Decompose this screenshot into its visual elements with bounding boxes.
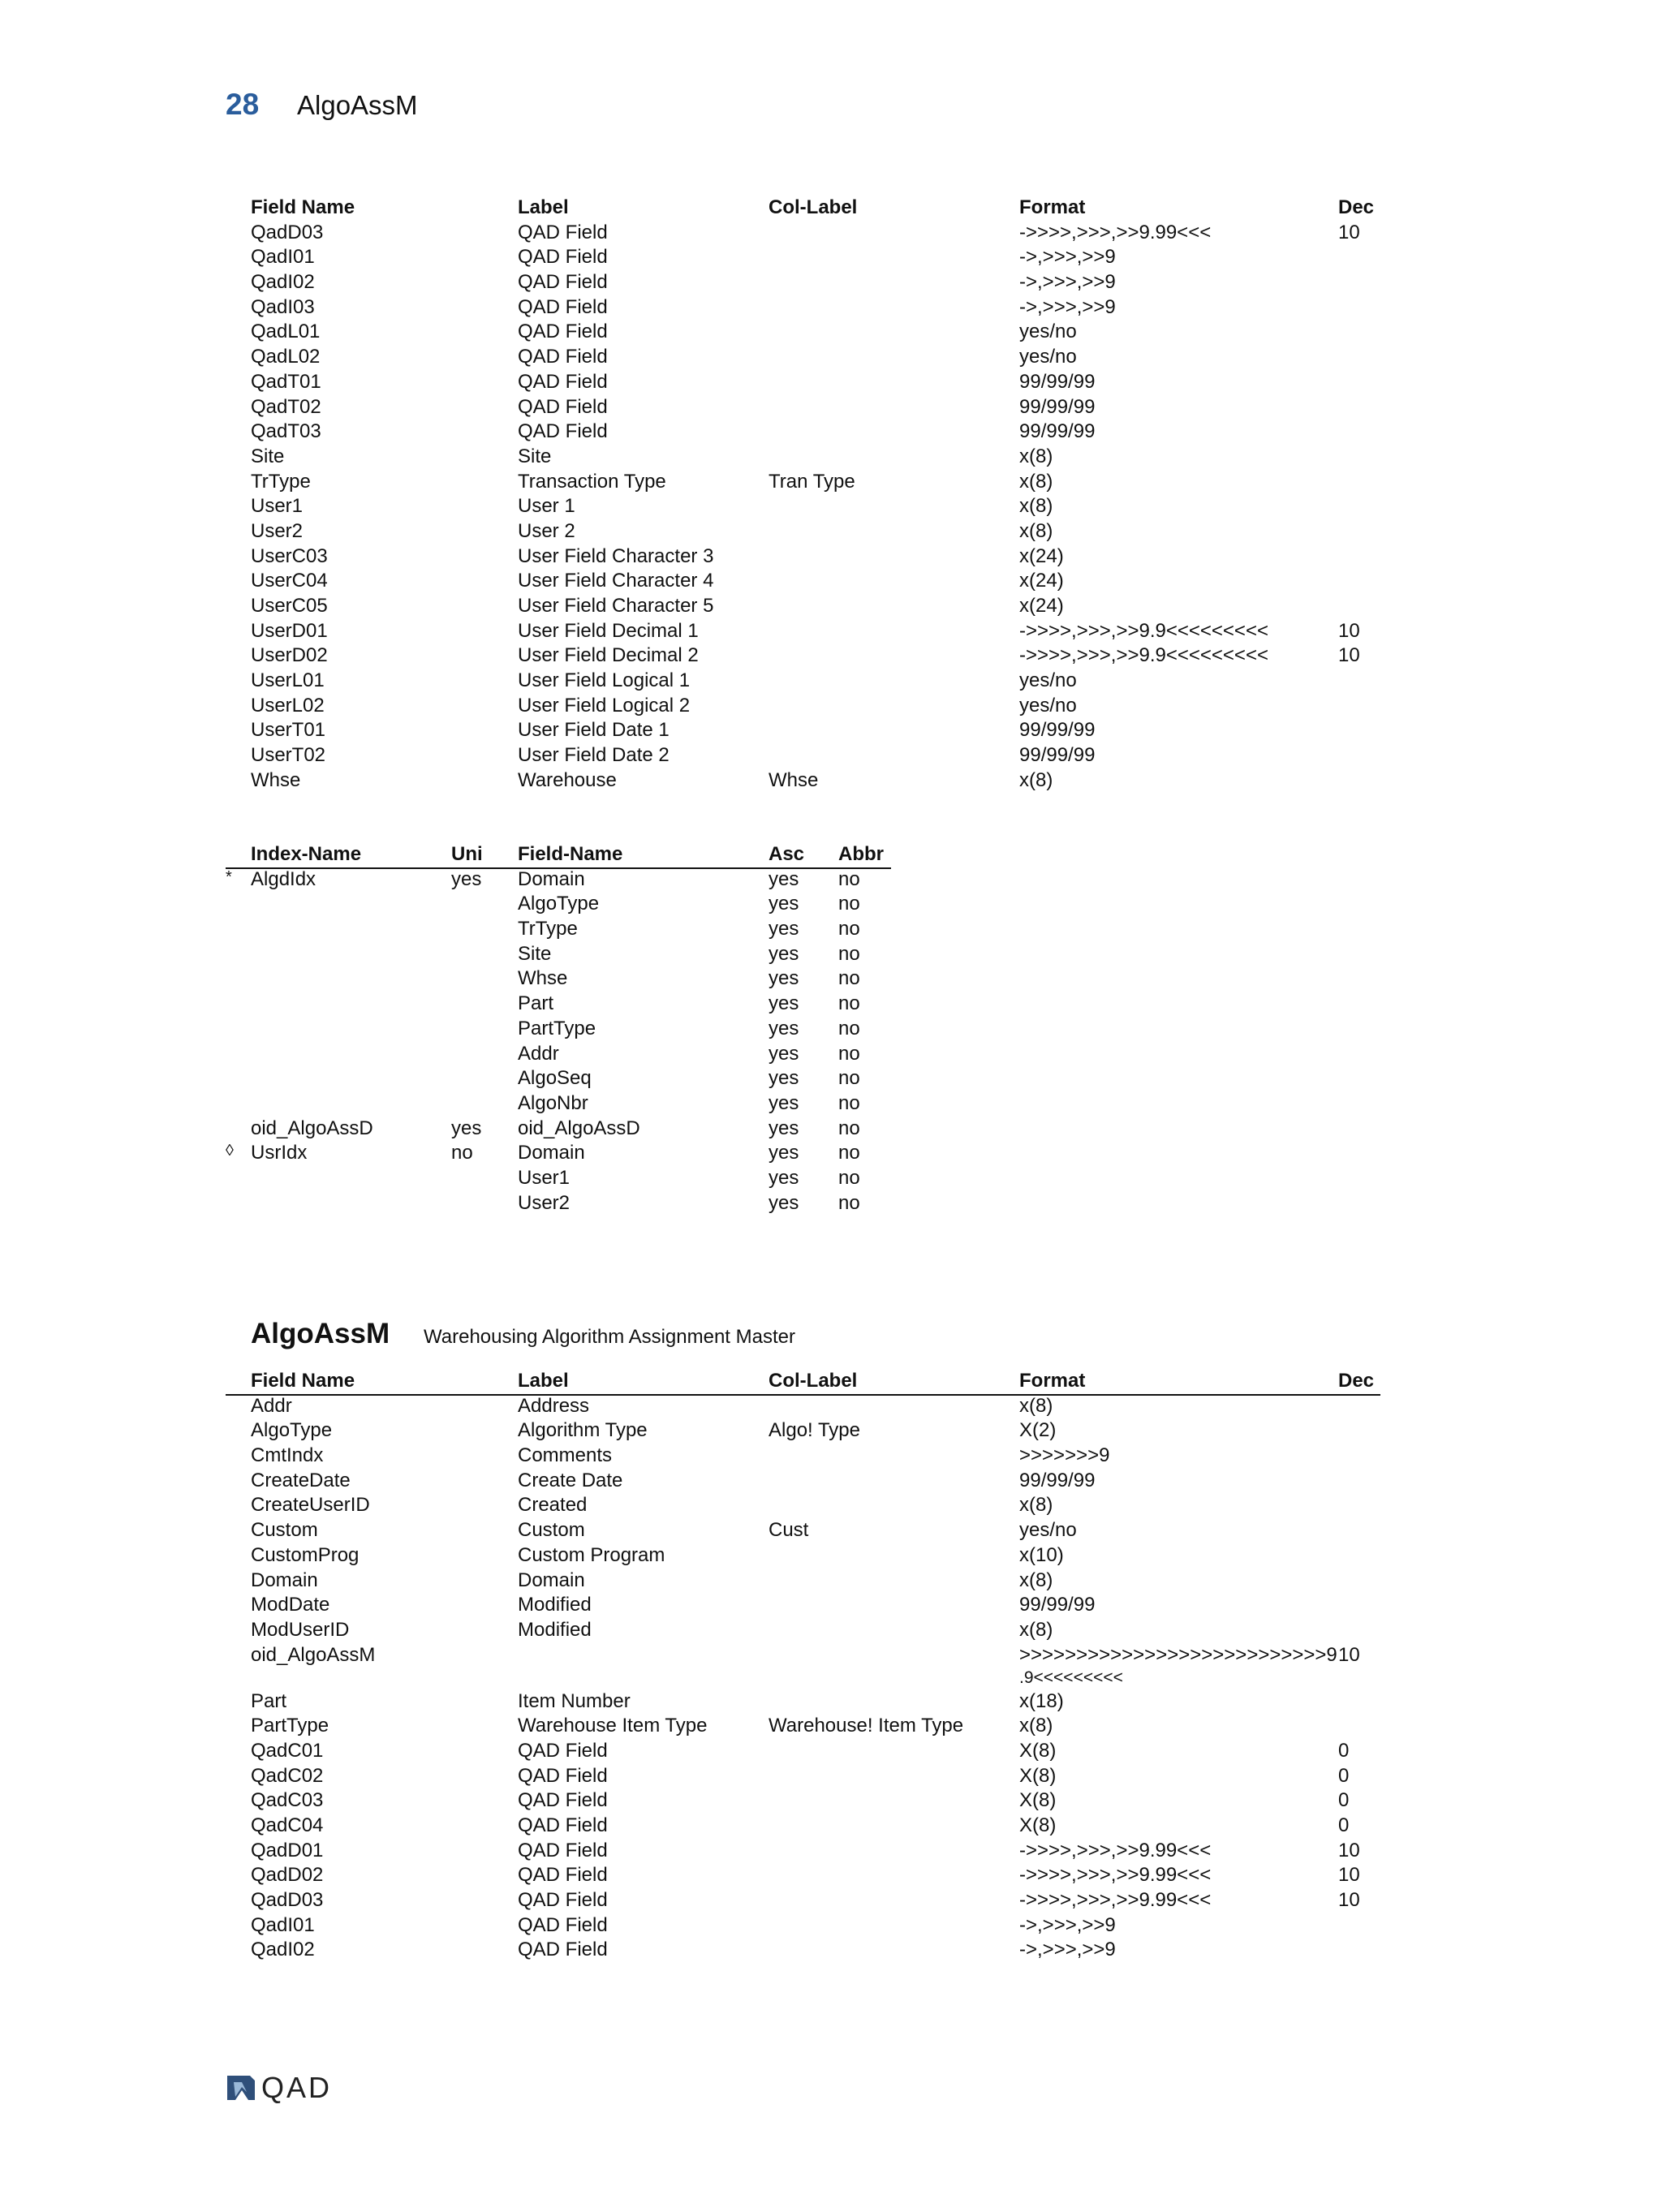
label-cell: Transaction Type: [518, 470, 666, 493]
label-cell: Address: [518, 1394, 590, 1417]
unique-cell: yes: [451, 867, 482, 890]
index-table: [226, 843, 891, 1216]
field-name-cell: UserC04: [251, 570, 328, 592]
format-cell: >>>>>>>9: [1019, 1444, 1110, 1467]
format-cell: X(8): [1019, 1814, 1057, 1836]
unique-cell: no: [451, 1142, 473, 1164]
field-name-cell: User2: [251, 519, 304, 542]
label-cell: User Field Character 4: [518, 570, 714, 592]
field-name-cell: QadL02: [251, 346, 321, 368]
dec-cell: 10: [1338, 1643, 1360, 1666]
format-cell: X(8): [1019, 1789, 1057, 1812]
format-cell: 99/99/99: [1019, 719, 1096, 742]
format-cell: ->,>>>,>>9: [1019, 295, 1116, 318]
format-cell: yes/no: [1019, 1519, 1077, 1542]
label-cell: User Field Logical 1: [518, 669, 691, 692]
index-field-cell: Site: [518, 942, 552, 965]
qad-logo: [226, 2071, 332, 2105]
table-row: [226, 1840, 1380, 1865]
format-cell: x(8): [1019, 495, 1053, 518]
abbr-cell: no: [838, 918, 860, 940]
abbr-cell: no: [838, 893, 860, 915]
unique-cell: yes: [451, 1117, 482, 1139]
abbr-cell: no: [838, 1191, 860, 1214]
table-row: [226, 1939, 1380, 1964]
abbr-cell: no: [838, 1142, 860, 1164]
field-name-cell: UserT02: [251, 744, 326, 767]
index-field-cell: AlgoType: [518, 893, 600, 915]
label-cell: User Field Date 1: [518, 719, 670, 742]
format-cell: 99/99/99: [1019, 1469, 1096, 1491]
label-cell: User Field Date 2: [518, 744, 670, 767]
label-cell: User Field Character 5: [518, 595, 714, 617]
abbr-cell: no: [838, 942, 860, 965]
format-cell: 99/99/99: [1019, 420, 1096, 443]
index-field-cell: AlgoSeq: [518, 1067, 592, 1090]
table-row: [226, 271, 1394, 296]
format-cell: ->>>>,>>>,>>9.99<<<: [1019, 1839, 1212, 1861]
table-row: [226, 445, 1394, 471]
table-body: [226, 222, 1394, 794]
label-cell: QAD Field: [518, 221, 608, 243]
table-row: [226, 371, 1394, 396]
format-cell: ->>>>,>>>,>>9.99<<<: [1019, 1889, 1212, 1912]
table-row: [226, 1914, 1380, 1939]
label-cell: Warehouse: [518, 768, 617, 791]
column-header-label: Label: [518, 1370, 569, 1392]
page-number: 28: [226, 88, 260, 121]
label-cell: QAD Field: [518, 1764, 608, 1787]
table-row: [226, 471, 1394, 496]
field-name-cell: UserD02: [251, 644, 328, 667]
field-name-cell: AlgoType: [251, 1419, 333, 1442]
field-name-cell: CustomProg: [251, 1543, 360, 1566]
format-cell: 99/99/99: [1019, 370, 1096, 393]
format-cell: x(8): [1019, 1394, 1053, 1417]
column-header-asc: Asc: [769, 843, 805, 865]
column-header-format: Format: [1019, 196, 1086, 218]
format-cell: yes/no: [1019, 669, 1077, 692]
column-header-format: Format: [1019, 1370, 1086, 1392]
label-cell: QAD Field: [518, 1939, 608, 1961]
format-cell: yes/no: [1019, 321, 1077, 343]
index-field-cell: Whse: [518, 967, 568, 990]
col-label-cell: Tran Type: [769, 470, 855, 493]
label-cell: QAD Field: [518, 1864, 608, 1887]
format-cell: x(8): [1019, 470, 1053, 493]
label-cell: User Field Logical 2: [518, 694, 691, 717]
table-row: [226, 1544, 1380, 1569]
label-cell: QAD Field: [518, 370, 608, 393]
col-label-cell: Warehouse! Item Type: [769, 1715, 964, 1737]
asc-cell: yes: [769, 1142, 799, 1164]
format-cell: 99/99/99: [1019, 744, 1096, 767]
field-name-cell: QadI01: [251, 1913, 315, 1936]
index-row: [226, 1092, 891, 1117]
label-cell: Create Date: [518, 1469, 623, 1491]
column-header-field-name: Field Name: [251, 196, 355, 218]
dec-cell: 10: [1338, 1889, 1360, 1912]
field-name-cell: Custom: [251, 1519, 318, 1542]
label-cell: QAD Field: [518, 295, 608, 318]
index-field-cell: Domain: [518, 1142, 585, 1164]
field-name-cell: QadT02: [251, 395, 321, 418]
label-cell: QAD Field: [518, 395, 608, 418]
field-name-cell: ModUserID: [251, 1618, 350, 1641]
table-row: [226, 620, 1394, 645]
column-header-field-name: Field Name: [251, 1370, 355, 1392]
index-header-row: [226, 843, 891, 868]
field-name-cell: CmtIndx: [251, 1444, 324, 1467]
asc-cell: yes: [769, 1017, 799, 1039]
asc-cell: yes: [769, 992, 799, 1015]
label-cell: Comments: [518, 1444, 613, 1467]
asc-cell: yes: [769, 1067, 799, 1090]
index-marker: *: [226, 867, 232, 886]
table-row: [226, 1594, 1380, 1619]
label-cell: QAD Field: [518, 246, 608, 269]
column-header-label: Label: [518, 196, 569, 218]
asc-cell: yes: [769, 1117, 799, 1139]
label-cell: Created: [518, 1494, 588, 1517]
format-cell: X(8): [1019, 1739, 1057, 1762]
abbr-cell: no: [838, 1166, 860, 1189]
abbr-cell: no: [838, 967, 860, 990]
asc-cell: yes: [769, 1191, 799, 1214]
field-name-cell: TrType: [251, 470, 311, 493]
label-cell: User Field Character 3: [518, 544, 714, 567]
table-row: [226, 396, 1394, 421]
label-cell: QAD Field: [518, 1814, 608, 1836]
field-name-cell: QadC03: [251, 1789, 324, 1812]
table-header-row: [226, 1370, 1380, 1395]
table-row: [226, 1519, 1380, 1544]
section-title: AlgoAssM: [251, 1318, 390, 1349]
column-header-col-label: Col-Label: [769, 1370, 858, 1392]
asc-cell: yes: [769, 918, 799, 940]
col-label-cell: Whse: [769, 768, 819, 791]
column-header-uni: Uni: [451, 843, 483, 865]
column-header-dec: Dec: [1338, 196, 1375, 218]
field-name-cell: QadT03: [251, 420, 321, 443]
format-cell: ->>>>,>>>,>>9.9<<<<<<<<<: [1019, 619, 1268, 642]
table-header-row: [226, 196, 1394, 222]
table-row: [226, 1789, 1380, 1814]
label-cell: User 1: [518, 495, 575, 518]
field-name-cell: QadD02: [251, 1864, 324, 1887]
index-row: [226, 1192, 891, 1217]
dec-cell: 10: [1338, 619, 1360, 642]
index-name-cell: oid_AlgoAssD: [251, 1117, 373, 1139]
table-row: [226, 570, 1394, 595]
col-label-cell: Cust: [769, 1519, 809, 1542]
index-row: [226, 893, 891, 918]
table-row: [226, 346, 1394, 371]
label-cell: Algorithm Type: [518, 1419, 648, 1442]
abbr-cell: no: [838, 1017, 860, 1039]
asc-cell: yes: [769, 867, 799, 890]
format-cell: ->>>>,>>>,>>9.99<<<: [1019, 221, 1212, 243]
qad-logo-text: QAD: [261, 2071, 333, 2104]
field-name-cell: QadD03: [251, 221, 324, 243]
table-row: [226, 520, 1394, 545]
abbr-cell: no: [838, 1067, 860, 1090]
table-row: [226, 595, 1394, 620]
table-row: [226, 1864, 1380, 1889]
field-name-cell: QadI02: [251, 1939, 315, 1961]
column-header-col-label: Col-Label: [769, 196, 858, 218]
index-field-cell: PartType: [518, 1017, 596, 1039]
label-cell: QAD Field: [518, 321, 608, 343]
asc-cell: yes: [769, 1091, 799, 1114]
asc-cell: yes: [769, 942, 799, 965]
format-cell: x(8): [1019, 1494, 1053, 1517]
table-row: [226, 545, 1394, 570]
index-row: [226, 1018, 891, 1043]
asc-cell: yes: [769, 893, 799, 915]
dec-cell: 0: [1338, 1764, 1350, 1787]
asc-cell: yes: [769, 1042, 799, 1065]
format-cell: x(8): [1019, 1715, 1053, 1737]
table-row: [226, 1644, 1380, 1690]
table-row: [226, 719, 1394, 744]
label-cell: User Field Decimal 2: [518, 644, 699, 667]
table-body: [226, 1395, 1380, 1964]
label-cell: QAD Field: [518, 346, 608, 368]
field-name-cell: QadI02: [251, 271, 315, 294]
field-name-cell: CreateDate: [251, 1469, 351, 1491]
index-marker: ◊: [226, 1142, 234, 1160]
format-cell: x(24): [1019, 570, 1064, 592]
dec-cell: 10: [1338, 221, 1360, 243]
table-row: [226, 1765, 1380, 1790]
format-cell: x(8): [1019, 1618, 1053, 1641]
index-name-cell: AlgdIdx: [251, 867, 316, 890]
format-cell: ->,>>>,>>9: [1019, 1913, 1116, 1936]
table-row: [226, 1419, 1380, 1444]
field-name-cell: QadD01: [251, 1839, 324, 1861]
format-cell: x(8): [1019, 1569, 1053, 1591]
abbr-cell: no: [838, 992, 860, 1015]
field-name-cell: oid_AlgoAssM: [251, 1643, 376, 1666]
index-row: [226, 992, 891, 1018]
label-cell: QAD Field: [518, 271, 608, 294]
table-row: [226, 1619, 1380, 1644]
asc-cell: yes: [769, 967, 799, 990]
format-cell: x(10): [1019, 1543, 1064, 1566]
dec-cell: 10: [1338, 1864, 1360, 1887]
table-row: [226, 1690, 1380, 1715]
label-cell: Domain: [518, 1569, 585, 1591]
field-name-cell: UserD01: [251, 619, 328, 642]
label-cell: QAD Field: [518, 1739, 608, 1762]
field-name-cell: QadI03: [251, 295, 315, 318]
label-cell: User Field Decimal 1: [518, 619, 699, 642]
table-row: [226, 695, 1394, 720]
format-cell: ->>>>,>>>,>>9.99<<<: [1019, 1864, 1212, 1887]
field-name-cell: QadD03: [251, 1889, 324, 1912]
field-name-cell: QadC04: [251, 1814, 324, 1836]
field-name-cell: Addr: [251, 1394, 292, 1417]
index-table-body: [226, 868, 891, 1217]
column-header-field-name: Field-Name: [518, 843, 623, 865]
section-description: Warehousing Algorithm Assignment Master: [424, 1326, 795, 1348]
table-row: [226, 1740, 1380, 1765]
format-cell: ->,>>>,>>9: [1019, 1939, 1116, 1961]
table-row: [226, 321, 1394, 346]
table-row: [226, 1889, 1380, 1914]
dec-cell: 0: [1338, 1739, 1350, 1762]
table-row: [226, 1470, 1380, 1495]
asc-cell: yes: [769, 1166, 799, 1189]
field-name-cell: Part: [251, 1689, 287, 1712]
index-field-cell: User1: [518, 1166, 571, 1189]
page-title: AlgoAssM: [297, 90, 418, 120]
table-row: [226, 1444, 1380, 1470]
field-name-cell: Domain: [251, 1569, 318, 1591]
table-row: [226, 222, 1394, 247]
index-row: [226, 918, 891, 943]
field-table-algoassm: [226, 1370, 1380, 1964]
index-field-cell: TrType: [518, 918, 578, 940]
page-header: [226, 88, 418, 128]
format-cell: 99/99/99: [1019, 395, 1096, 418]
field-name-cell: UserC05: [251, 595, 328, 617]
field-name-cell: UserT01: [251, 719, 326, 742]
label-cell: Site: [518, 445, 552, 467]
index-row: [226, 868, 891, 893]
format-cell: ->,>>>,>>9: [1019, 271, 1116, 294]
label-cell: QAD Field: [518, 420, 608, 443]
field-table-continued: [226, 196, 1394, 794]
column-header-abbr: Abbr: [838, 843, 884, 865]
field-name-cell: Site: [251, 445, 285, 467]
index-field-cell: Part: [518, 992, 554, 1015]
index-row: [226, 1043, 891, 1068]
index-row: [226, 1142, 891, 1167]
table-row: [226, 296, 1394, 321]
format-line-1: >>>>>>>>>>>>>>>>>>>>>>>>>>>9: [1019, 1643, 1337, 1666]
label-cell: Modified: [518, 1594, 592, 1616]
table-row: [226, 744, 1394, 769]
field-name-cell: QadL01: [251, 321, 321, 343]
field-name-cell: PartType: [251, 1715, 329, 1737]
table-row: [226, 420, 1394, 445]
field-name-cell: QadT01: [251, 370, 321, 393]
field-name-cell: User1: [251, 495, 304, 518]
dec-cell: 10: [1338, 644, 1360, 667]
table-row: [226, 1569, 1380, 1594]
index-field-cell: Domain: [518, 867, 585, 890]
label-cell: QAD Field: [518, 1789, 608, 1812]
field-name-cell: UserC03: [251, 544, 328, 567]
format-cell: 99/99/99: [1019, 1594, 1096, 1616]
table-row: [226, 669, 1394, 695]
table-row: [226, 246, 1394, 271]
qad-logo-mark-icon: [226, 2074, 256, 2102]
index-row: [226, 1067, 891, 1092]
abbr-cell: no: [838, 1117, 860, 1139]
index-row: [226, 1167, 891, 1192]
format-line-2: .9<<<<<<<<<: [1019, 1668, 1123, 1687]
index-field-cell: User2: [518, 1191, 571, 1214]
index-field-cell: Addr: [518, 1042, 559, 1065]
format-cell: x(8): [1019, 519, 1053, 542]
table-row: [226, 1814, 1380, 1840]
table-row: [226, 1494, 1380, 1519]
format-cell: [1019, 1644, 1337, 1689]
abbr-cell: no: [838, 1042, 860, 1065]
label-cell: Custom: [518, 1519, 585, 1542]
label-cell: QAD Field: [518, 1839, 608, 1861]
label-cell: Warehouse Item Type: [518, 1715, 708, 1737]
field-name-cell: QadC01: [251, 1739, 324, 1762]
abbr-cell: no: [838, 1091, 860, 1114]
label-cell: QAD Field: [518, 1889, 608, 1912]
index-name-cell: UsrIdx: [251, 1142, 308, 1164]
table-row: [226, 1395, 1380, 1420]
format-cell: x(24): [1019, 595, 1064, 617]
label-cell: User 2: [518, 519, 575, 542]
format-cell: ->,>>>,>>9: [1019, 246, 1116, 269]
dec-cell: 0: [1338, 1789, 1350, 1812]
field-name-cell: QadC02: [251, 1764, 324, 1787]
field-name-cell: UserL02: [251, 694, 325, 717]
field-name-cell: CreateUserID: [251, 1494, 370, 1517]
field-name-cell: Whse: [251, 768, 301, 791]
label-cell: Custom Program: [518, 1543, 665, 1566]
index-field-cell: oid_AlgoAssD: [518, 1117, 640, 1139]
dec-cell: 0: [1338, 1814, 1350, 1836]
col-label-cell: Algo! Type: [769, 1419, 860, 1442]
field-name-cell: ModDate: [251, 1594, 330, 1616]
column-header-index-name: Index-Name: [251, 843, 362, 865]
format-cell: x(18): [1019, 1689, 1064, 1712]
field-name-cell: UserL01: [251, 669, 325, 692]
column-header-dec: Dec: [1338, 1370, 1375, 1392]
section-heading: [251, 1318, 795, 1350]
table-row: [226, 769, 1394, 794]
label-cell: Item Number: [518, 1689, 631, 1712]
format-cell: x(8): [1019, 445, 1053, 467]
format-cell: X(8): [1019, 1764, 1057, 1787]
format-cell: X(2): [1019, 1419, 1057, 1442]
table-row: [226, 495, 1394, 520]
format-cell: x(24): [1019, 544, 1064, 567]
field-name-cell: QadI01: [251, 246, 315, 269]
table-row: [226, 1715, 1380, 1740]
label-cell: Modified: [518, 1618, 592, 1641]
dec-cell: 10: [1338, 1839, 1360, 1861]
index-row: [226, 967, 891, 992]
format-cell: ->>>>,>>>,>>9.9<<<<<<<<<: [1019, 644, 1268, 667]
table-row: [226, 644, 1394, 669]
abbr-cell: no: [838, 867, 860, 890]
format-cell: yes/no: [1019, 346, 1077, 368]
label-cell: QAD Field: [518, 1913, 608, 1936]
index-field-cell: AlgoNbr: [518, 1091, 588, 1114]
format-cell: x(8): [1019, 768, 1053, 791]
index-row: [226, 943, 891, 968]
format-cell: yes/no: [1019, 694, 1077, 717]
index-row: [226, 1117, 891, 1143]
